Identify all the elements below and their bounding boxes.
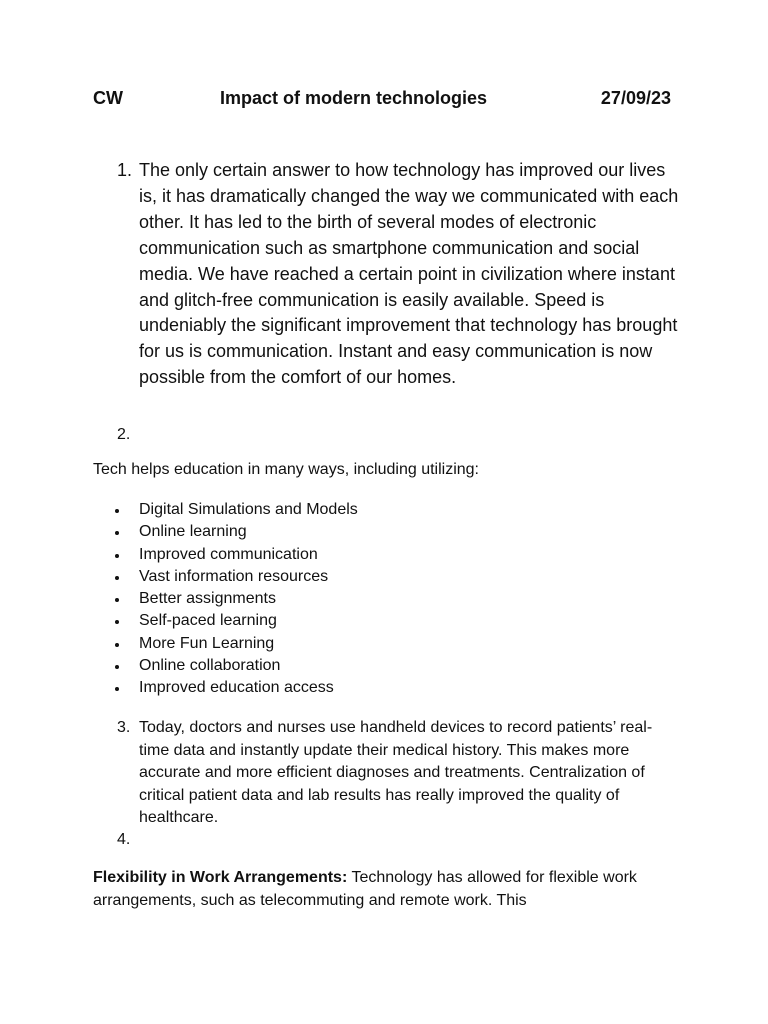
list-item-text: Vast information resources xyxy=(139,567,329,585)
item-text: The only certain answer to how technology has improved our lives is, it has dramatically changed the way we communicated with each other. It has led to the birth of several modes of electronic communication such as smartphone communication and social media. We have reached a certain point in civilization where instant and glitch-free communication is easily available. Speed is undeniably the significant improvement that technology has brought for us is communication. Instant and easy communication is now possible from the comfort of our homes. xyxy=(139,160,679,388)
list-item-text: Better assignments xyxy=(139,590,276,608)
list-item-text: Improved communication xyxy=(139,545,318,563)
list-item-text: Digital Simulations and Models xyxy=(139,501,358,518)
item-number: 2. xyxy=(117,426,131,443)
list-item xyxy=(93,610,358,632)
item-text: Today, doctors and nurses use handheld devices to record patients’ real-time data and instantly update their medical history. This makes more accurate and more efficient diagnoses and treatments. Centralization of critical patient data and lab results has really improved the quality of healthcare. xyxy=(139,719,653,826)
list-item xyxy=(93,677,358,699)
bullet-icon xyxy=(115,598,119,602)
list-item-text: Online collaboration xyxy=(139,657,281,675)
list-item xyxy=(93,633,358,655)
document-date: 27/09/23 xyxy=(600,88,671,108)
education-intro: Tech helps education in many ways, including utilizing: xyxy=(93,461,479,478)
bullet-icon xyxy=(115,554,119,558)
document-header xyxy=(93,88,671,112)
bullet-icon xyxy=(115,509,119,513)
item-number: 1. xyxy=(117,160,133,180)
document-title: Impact of modern technologies xyxy=(220,88,488,108)
bullet-icon xyxy=(115,576,119,580)
item-number: 4. xyxy=(117,831,131,848)
bullet-icon xyxy=(115,620,119,624)
bullet-icon xyxy=(115,665,119,669)
list-item-text: More Fun Learning xyxy=(139,634,275,652)
work-arrangements-paragraph xyxy=(93,867,653,912)
bullet-icon xyxy=(115,643,119,647)
list-item xyxy=(93,566,358,588)
list-item xyxy=(93,655,358,677)
item-number: 3. xyxy=(117,719,131,736)
list-item xyxy=(93,521,358,543)
list-item-text: Improved education access xyxy=(139,679,334,697)
list-item-text: Online learning xyxy=(139,523,247,541)
header-class-code: CW xyxy=(93,88,123,108)
list-item xyxy=(93,544,358,566)
list-item-text: Self-paced learning xyxy=(139,612,277,630)
bullet-icon xyxy=(115,687,119,691)
work-text: Technology has allowed for flexible work arrangements, such as telecommuting and remote work. This xyxy=(93,869,637,909)
list-item xyxy=(93,588,358,610)
list-item xyxy=(93,499,358,521)
education-bullet-list xyxy=(93,499,358,700)
work-heading: Flexibility in Work Arrangements: xyxy=(93,869,348,886)
bullet-icon xyxy=(115,531,119,535)
